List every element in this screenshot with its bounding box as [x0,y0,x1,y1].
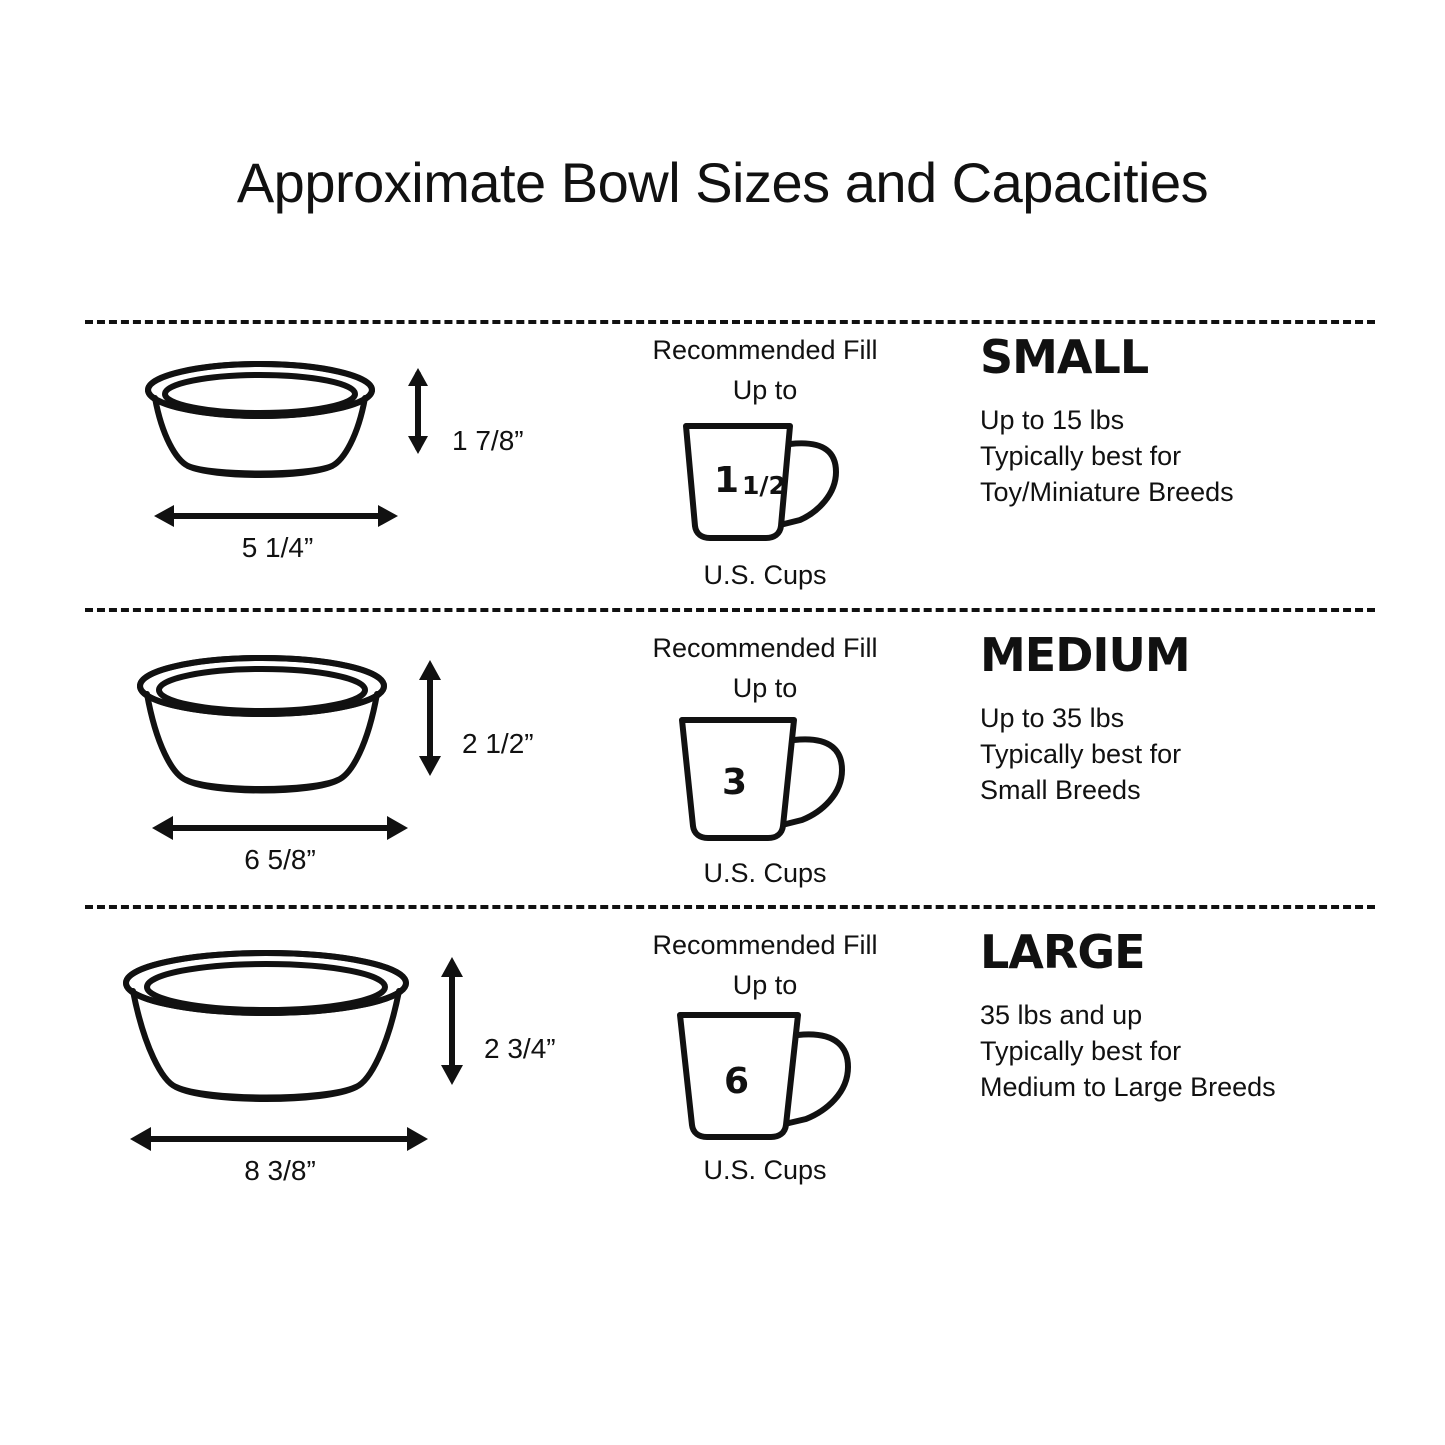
desc-line2-medium: Typically best for [980,739,1182,769]
cup-amount-whole-medium: 3 [722,762,748,803]
cup-amount-whole-large: 6 [724,1061,750,1102]
page-title: Approximate Bowl Sizes and Capacities [236,151,1209,214]
desc-line3-large: Medium to Large Breeds [980,1072,1276,1102]
size-name-medium: MEDIUM [980,628,1190,682]
size-info-small [980,330,1410,620]
fill-label-line2-large: Up to [732,970,798,1000]
divider-top [85,320,1375,324]
bowl-illustration-large [100,925,580,1215]
size-description-small [980,402,1410,510]
desc-line3-medium: Small Breeds [980,775,1141,805]
measuring-cup-small [600,410,930,560]
cup-amount-whole-small: 1 [714,460,740,501]
cups-unit-large: U.S. Cups [703,1155,827,1185]
fill-info-medium [600,628,930,918]
measuring-cup-icon [650,1005,880,1145]
measuring-cup-large [600,1005,930,1155]
cups-unit-medium: U.S. Cups [703,858,827,888]
row-large [0,925,1445,1215]
fill-label-line2-medium: Up to [732,673,798,703]
fill-label-line1-large: Recommended Fill [652,930,878,960]
size-info-large [980,925,1410,1215]
width-dimension-large: 8 3/8” [244,1155,316,1186]
desc-line2-small: Typically best for [980,441,1182,471]
row-small [0,330,1445,620]
fill-label-line1-small: Recommended Fill [652,335,878,365]
desc-line1-small: Up to 15 lbs [980,405,1125,435]
measuring-cup-medium [600,708,930,858]
fill-label-line2-small: Up to [732,375,798,405]
measuring-cup-icon [650,708,880,848]
height-dimension-medium: 2 1/2” [462,728,534,759]
desc-line1-medium: Up to 35 lbs [980,703,1125,733]
size-name-large: LARGE [980,925,1145,979]
width-dimension-small: 5 1/4” [241,532,314,563]
height-dimension-large: 2 3/4” [484,1033,556,1064]
cup-amount-fraction-small: 1/2 [742,471,786,500]
size-description-medium [980,700,1410,808]
fill-info-small [600,330,930,620]
desc-line1-large: 35 lbs and up [980,1000,1143,1030]
fill-info-large [600,925,930,1215]
size-name-small: SMALL [980,330,1149,384]
measuring-cup-icon [650,410,880,550]
desc-line2-large: Typically best for [980,1036,1182,1066]
bowl-illustration-small [100,330,580,620]
cups-unit-small: U.S. Cups [703,560,827,590]
size-description-large [980,997,1410,1105]
bowl-illustration-medium [100,628,580,918]
desc-line3-small: Toy/Miniature Breeds [980,477,1234,507]
fill-label-line1-medium: Recommended Fill [652,633,878,663]
size-info-medium [980,628,1410,918]
row-medium [0,628,1445,918]
height-dimension-small: 1 7/8” [452,425,524,456]
width-dimension-medium: 6 5/8” [244,844,316,875]
